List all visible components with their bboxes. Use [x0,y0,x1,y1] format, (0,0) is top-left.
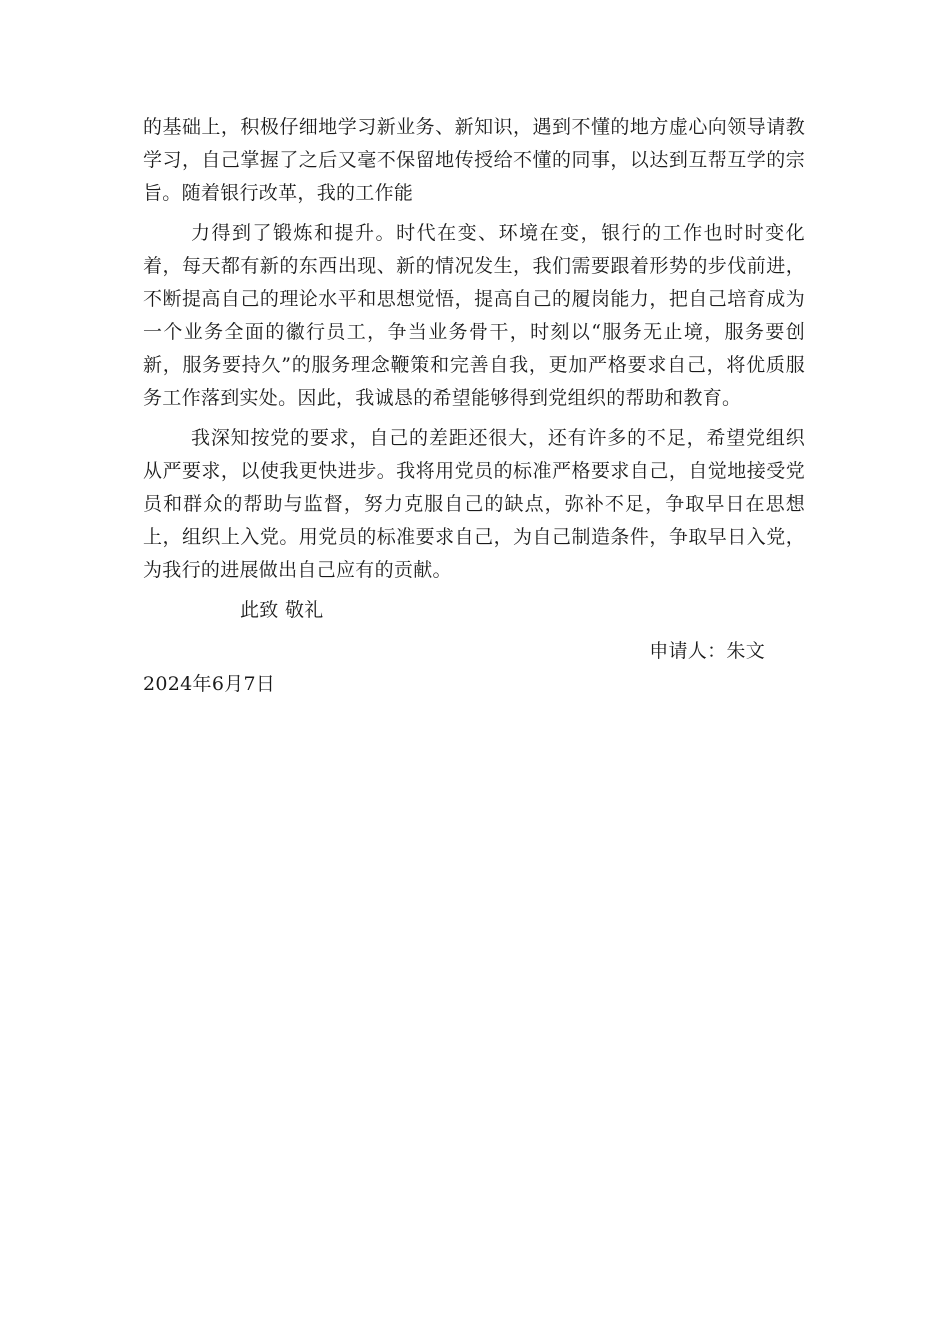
letter-body [143,111,805,701]
closing-salutation: 此致 敬礼 [240,599,324,621]
paragraph-work-ability: 力得到了锻炼和提升。时代在变、环境在变，银行的工作也时时变化着，每天都有新的东西出现、新的情况发生，我们需要跟着形势的步伐前进，不断提高自己的理论水平和思想觉悟，提高自己的履岗能力，把自己培育成为一个业务全面的徽行员工，争当业务骨干，时刻以“服务无止境，服务要创新，服务要持久”的服务理念鞭策和完善自我，更加严格要求自己，将优质服务工作落到实处。因此，我诚恳的希望能够得到党组织的帮助和教育。 [143,222,805,409]
paragraph-party-requirements: 我深知按党的要求，自己的差距还很大，还有许多的不足，希望党组织从严要求，以使我更快进步。我将用党员的标准严格要求自己，自觉地接受党员和群众的帮助与监督，努力克服自己的缺点，弥补不足，争取早日在思想上，组织上入党。用党员的标准要求自己，为自己制造条件，争取早日入党，为我行的进展做出自己应有的贡献。 [143,427,805,581]
paragraph-continuation: 的基础上，积极仔细地学习新业务、新知识，遇到不懂的地方虚心向领导请教学习，自己掌握了之后又毫不保留地传授给不懂的同事，以达到互帮互学的宗旨。随着银行改革，我的工作能 [143,116,805,204]
letter-date: 2024年6月7日 [143,673,276,695]
applicant-signature: 申请人：朱文 [649,640,765,662]
